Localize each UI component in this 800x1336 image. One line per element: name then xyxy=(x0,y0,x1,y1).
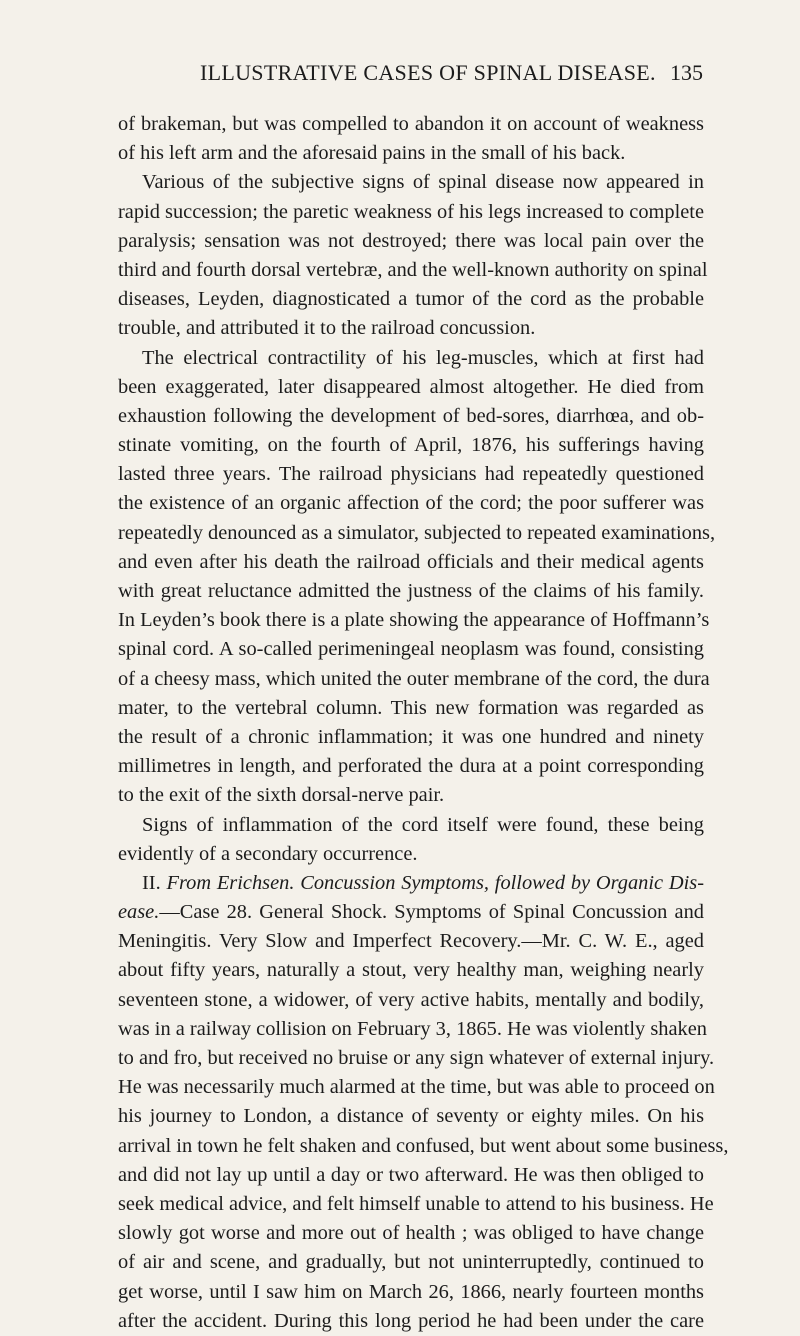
text-line: seventeen stone, a widower, of very active habits, mentally and bodily, xyxy=(118,988,704,1011)
text-line: Meningitis. Very Slow and Imperfect Recovery.—Mr. C. W. E., aged xyxy=(118,930,704,953)
text-line: his journey to London, a distance of seventy or eighty miles. On his xyxy=(118,1105,704,1128)
text-line: of air and scene, and gradually, but not uninterruptedly, continued to xyxy=(118,1251,704,1274)
text-line: repeatedly denounced as a simulator, subjected to repeated examinations, xyxy=(118,521,716,544)
text-line: and even after his death the railroad officials and their medical agents xyxy=(118,550,704,573)
text-line: of brakeman, but was compelled to abandon it on account of weakness xyxy=(118,113,704,135)
text-line: In Leyden’s book there is a plate showing the appearance of Hoffmann’s xyxy=(118,609,710,632)
text-line: mater, to the vertebral column. This new formation was regarded as xyxy=(118,696,704,719)
text-line: been exaggerated, later disappeared almost altogether. He died from xyxy=(118,375,704,398)
text-line: of his left arm and the aforesaid pains in the small of his back. xyxy=(118,142,626,165)
text-line: to and fro, but received no bruise or any sign whatever of external injury. xyxy=(118,1047,715,1069)
text-line: arrival in town he felt shaken and confused, but went about some business, xyxy=(118,1134,729,1157)
text-line: to the exit of the sixth dorsal-nerve pair. xyxy=(118,784,445,807)
text-line: get worse, until I saw him on March 26, 1866, nearly fourteen months xyxy=(118,1280,704,1303)
body-text xyxy=(118,110,729,1336)
text-line: rapid succession; the paretic weakness of his legs increased to complete xyxy=(118,200,704,223)
text-line: spinal cord. A so-called perimeningeal neoplasm was found, consisting xyxy=(118,638,704,661)
text-line: evidently of a secondary occurrence. xyxy=(118,842,418,865)
text-line: with great reluctance admitted the justness of the claims of his family. xyxy=(118,580,704,602)
text-line xyxy=(118,898,704,927)
text-line: seek medical advice, and felt himself unable to attend to his business. He xyxy=(118,1192,714,1215)
text-line: third and fourth dorsal vertebræ, and the well-known authority on spinal xyxy=(118,258,708,281)
text-line xyxy=(118,869,704,898)
text-line: Signs of inflammation of the cord itself were found, these being xyxy=(142,813,704,836)
italic-segment: From Erichsen. Concussion Symptoms, followed by Organic Dis- xyxy=(166,871,704,894)
text-line: after the accident. During this long period he had been under the care xyxy=(118,1309,704,1332)
italic-segment: ease. xyxy=(118,901,160,924)
text-line: the existence of an organic affection of the cord; the poor sufferer was xyxy=(118,492,704,515)
text-line: lasted three years. The railroad physicians had repeatedly questioned xyxy=(118,463,704,486)
text-line: The electrical contractility of his leg-muscles, which at first had xyxy=(142,346,704,369)
text-segment: II. xyxy=(142,871,167,894)
text-line: trouble, and attributed it to the railroad concussion. xyxy=(118,317,536,340)
text-line: He was necessarily much alarmed at the time, but was able to proceed on xyxy=(118,1076,715,1099)
text-line: paralysis; sensation was not destroyed; there was local pain over the xyxy=(118,229,704,252)
text-line: diseases, Leyden, diagnosticated a tumor of the cord as the probable xyxy=(118,288,704,311)
text-segment: —Case 28. General Shock. Symptoms of Spinal Concussion and xyxy=(159,901,704,924)
text-line: was in a railway collision on February 3, 1865. He was violently shaken xyxy=(118,1017,707,1040)
page-number: 135 xyxy=(670,60,703,85)
text-line: of a cheesy mass, which united the outer membrane of the cord, the dura xyxy=(118,667,710,690)
text-line: exhaustion following the development of bed-sores, diarrhœa, and ob- xyxy=(118,404,704,427)
text-line: millimetres in length, and perforated the dura at a point corresponding xyxy=(118,755,704,778)
running-head xyxy=(118,60,703,100)
text-line: and did not lay up until a day or two afterward. He was then obliged to xyxy=(118,1163,704,1186)
text-line: stinate vomiting, on the fourth of April, 1876, his sufferings having xyxy=(118,434,704,457)
text-line: the result of a chronic inflammation; it was one hundred and ninety xyxy=(118,725,704,748)
text-line: about fifty years, naturally a stout, very healthy man, weighing nearly xyxy=(118,959,704,982)
text-line: Various of the subjective signs of spinal disease now appeared in xyxy=(142,171,704,194)
text-line: slowly got worse and more out of health ; was obliged to have change xyxy=(118,1222,704,1245)
running-title: ILLUSTRATIVE CASES OF SPINAL DISEASE. xyxy=(200,60,656,85)
